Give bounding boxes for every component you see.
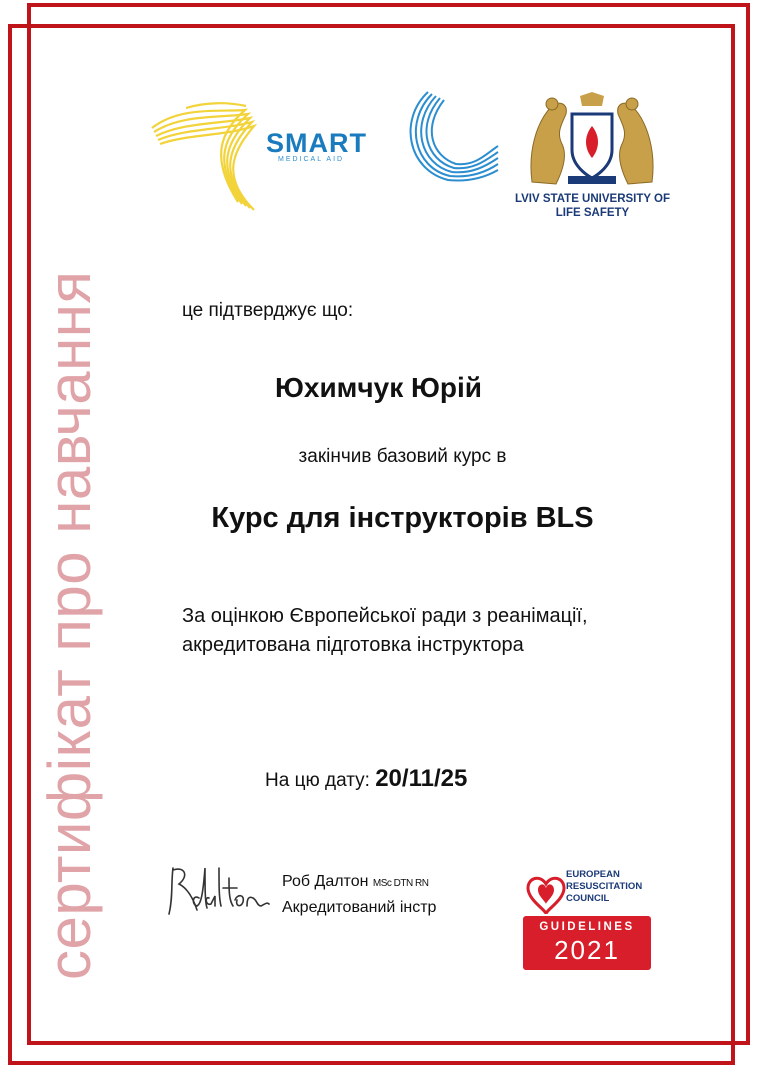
completion-text: закінчив базовий курс в bbox=[298, 446, 507, 467]
erc-name bbox=[566, 869, 642, 905]
erc-guidelines-badge bbox=[523, 916, 651, 970]
erc-guidelines-year: 2021 bbox=[554, 935, 620, 965]
smart-logo-subtext: MEDICAL AID bbox=[278, 156, 345, 163]
signatory-credentials: MSc DTN RN bbox=[372, 878, 429, 889]
erc-name-line-2: RESUSCITATION bbox=[566, 881, 643, 892]
blue-swirl-logo bbox=[388, 90, 500, 185]
course-name: Курс для інструкторів BLS bbox=[211, 502, 594, 534]
signatory-name: Роб Далтон bbox=[282, 873, 369, 890]
smart-medical-aid-logo bbox=[266, 128, 386, 172]
date-label: На цю дату: bbox=[265, 770, 370, 791]
lviv-university-crest bbox=[522, 92, 662, 192]
assessment-text: За оцінкою Європейської ради з реанімації, акредитована підготовка інструктора bbox=[182, 605, 588, 656]
smart-logo-text: SMART bbox=[266, 128, 367, 158]
erc-name-line-3: COUNCIL bbox=[566, 893, 610, 904]
confirmation-text: це підтверджує що: bbox=[182, 300, 354, 321]
signatory-name-line bbox=[282, 870, 436, 896]
lviv-university-name: LVIV STATE UNIVERSITY OF LIFE SAFETY bbox=[514, 193, 671, 219]
erc-guidelines-label: GUIDELINES bbox=[539, 921, 635, 933]
date-line bbox=[265, 765, 467, 793]
erc-name-line-1: EUROPEAN bbox=[566, 869, 620, 880]
yellow-swirl-logo bbox=[150, 92, 270, 212]
handwritten-signature bbox=[163, 858, 273, 920]
date-value: 20/11/25 bbox=[375, 765, 468, 792]
signatory-role: Акредитований інстр bbox=[282, 899, 437, 916]
recipient-name: Юхимчук Юрій bbox=[275, 372, 482, 403]
signatory-block bbox=[282, 870, 436, 920]
side-title: сертифікат про навчання bbox=[36, 270, 103, 980]
